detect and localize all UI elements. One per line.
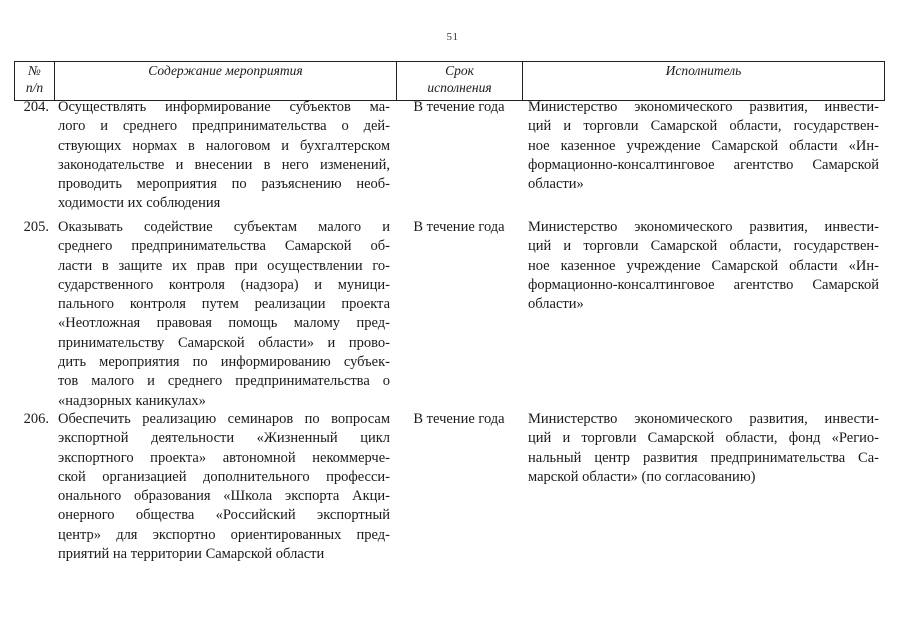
content-line: тов малого и среднего предпринимательства о [58,373,390,390]
page-number: 51 [446,31,459,43]
content-line: Осуществлять информирование субъектов ма- [58,99,390,115]
content-line: пального контроля путем реализации проекта [58,296,390,313]
executor-line: формационно-консалтинговое агентство Самарской [528,156,879,173]
header-num-line: п/п [25,80,44,95]
executor-line: Министерство экономического развития, инвести- [528,99,879,115]
content-line: принимательству Самарской области» и прово- [58,334,390,351]
header-term-line: Срок [445,63,474,78]
content-line: законодательстве и внесении в него изменений, [58,156,390,173]
content-line: лого и среднего предпринимательства о дей- [58,118,390,135]
executor-line: формационно-консалтинговое агентство Самарской [528,276,879,293]
table-row [14,218,885,411]
content-line: онерного общества «Российский экспортный [58,507,390,524]
content-line: экспортной деятельности «Жизненный цикл [58,430,390,447]
executor-line: ций и торговли Самарской области, государствен- [528,238,879,255]
content-line: «надзорных каникулах» [58,392,206,409]
content-line: Оказывать содействие субъектам малого и [58,219,390,235]
executor-line: ное казенное учреждение Самарской области «Ин- [528,137,879,154]
content-line: центр» для экспортно ориентированных пред- [58,526,390,543]
row-executor [522,410,883,564]
header-num [15,62,55,100]
content-line: среднего предпринимательства Самарской об- [58,238,390,255]
executor-line: ций и торговли Самарской области, фонд «Регио- [528,430,879,447]
row-content [54,98,396,214]
row-executor [522,98,883,214]
executor-line: области» [528,176,584,193]
content-line: проводить мероприятия по разъяснению необ- [58,176,390,193]
row-content [54,410,396,564]
executor-line: Министерство экономического развития, инвести- [528,411,879,427]
header-term [397,62,523,100]
executor-line: ное казенное учреждение Самарской области «Ин- [528,257,879,274]
table-header [14,61,885,101]
row-term: В течение года [413,219,505,235]
content-line: сударственного контроля (надзора) и муници- [58,276,390,293]
header-executor: Исполнитель [665,63,742,78]
row-term: В течение года [413,411,505,427]
content-line: экспортного проекта» автономной некоммерче- [58,449,390,466]
header-term-line: исполнения [427,80,492,95]
executor-line: области» [528,296,584,313]
row-term: В течение года [413,99,505,115]
content-line: ласти в защите их прав при осуществлении го- [58,257,390,274]
header-num-line: № [28,63,41,78]
executor-line: марской области» (по согласованию) [528,468,756,485]
header-content: Содержание мероприятия [55,62,397,100]
content-line: ходимости их соблюдения [58,195,221,212]
content-line: онального образования «Школа экспорта Акци- [58,488,390,505]
content-line: Обеспечить реализацию семинаров по вопросам [58,411,390,427]
executor-line: Министерство экономического развития, инвести- [528,219,879,235]
executor-line: ций и торговли Самарской области, государствен- [528,118,879,135]
content-line: ской организацией дополнительного професси- [58,468,390,485]
content-line: дить мероприятия по информированию субъек- [58,354,390,371]
executor-line: нальный центр развития предпринимательства Са- [528,449,879,466]
content-line: ствующих нормах в налоговом и бухгалтерском [58,137,390,154]
content-line: приятий на территории Самарской области [58,546,325,563]
row-number: 204. [23,99,49,115]
content-line: «Неотложная правовая помощь малому пред- [58,315,390,332]
table-row [14,98,885,214]
row-content [54,218,396,411]
table-row [14,410,885,564]
row-number: 205. [23,219,49,235]
row-executor [522,218,883,411]
row-number: 206. [23,411,49,427]
